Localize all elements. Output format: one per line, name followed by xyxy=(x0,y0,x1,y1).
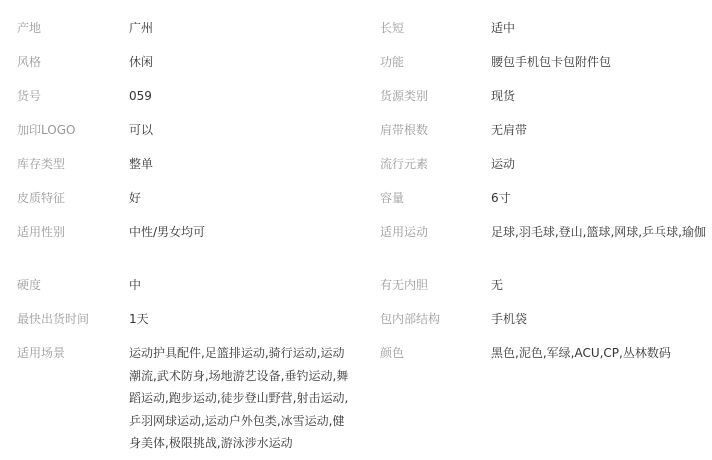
spec-value-logo-print: 可以 xyxy=(129,123,154,137)
spec-value-strap-count: 无肩带 xyxy=(491,123,528,137)
spec-label-length: 长短 xyxy=(380,21,405,35)
spec-value-trend-element: 运动 xyxy=(491,157,516,171)
spec-value-leather: 好 xyxy=(129,191,142,205)
spec-label-supply-type: 货源类别 xyxy=(380,89,429,103)
spec-value-sports: 足球,羽毛球,登山,篮球,网球,乒乓球,瑜伽 xyxy=(491,225,706,239)
spec-label-sports: 适用运动 xyxy=(380,225,429,239)
spec-label-inner-structure: 包内部结构 xyxy=(380,312,441,326)
spec-label-capacity: 容量 xyxy=(380,191,405,205)
spec-value-scenario: 运动护具配件,足篮排运动,骑行运动,运动潮流,武术防身,场地游艺设备,垂钓运动,舞蹈运动,跑步运动,徒步登山野营,射击运动,乒羽网球运动,运动户外包类,冰雪运动,健身美体,极限挑战,游泳涉水运动 xyxy=(129,346,349,450)
spec-label-origin: 产地 xyxy=(17,21,42,35)
spec-value-stock-type: 整单 xyxy=(129,157,154,171)
spec-value-length: 适中 xyxy=(491,21,516,35)
spec-label-strap-count: 肩带根数 xyxy=(380,123,429,137)
spec-label-style: 风格 xyxy=(17,55,42,69)
spec-value-hardness: 中 xyxy=(129,278,142,292)
spec-value-inner-structure: 手机袋 xyxy=(491,312,528,326)
spec-label-scenario: 适用场景 xyxy=(17,346,66,360)
spec-label-color: 颜色 xyxy=(380,346,405,360)
spec-label-item-number: 货号 xyxy=(17,89,42,103)
spec-label-logo-print: 加印LOGO xyxy=(17,123,76,137)
spec-label-lining: 有无内胆 xyxy=(380,278,429,292)
spec-label-hardness: 硬度 xyxy=(17,278,42,292)
spec-value-gender: 中性/男女均可 xyxy=(129,225,206,239)
spec-value-color: 黑色,泥色,军绿,ACU,CP,丛林数码 xyxy=(491,346,671,360)
spec-label-leather: 皮质特征 xyxy=(17,191,66,205)
spec-label-trend-element: 流行元素 xyxy=(380,157,429,171)
spec-value-item-number: 059 xyxy=(129,89,152,103)
spec-value-supply-type: 现货 xyxy=(491,89,516,103)
spec-value-style: 休闲 xyxy=(129,55,154,69)
spec-value-lining: 无 xyxy=(491,278,504,292)
spec-value-capacity: 6寸 xyxy=(491,191,511,205)
spec-value-origin: 广州 xyxy=(129,21,154,35)
spec-label-ship-time: 最快出货时间 xyxy=(17,312,90,326)
spec-value-function: 腰包手机包卡包附件包 xyxy=(491,55,612,69)
spec-label-stock-type: 库存类型 xyxy=(17,157,66,171)
spec-label-gender: 适用性别 xyxy=(17,225,66,239)
spec-label-function: 功能 xyxy=(380,55,405,69)
spec-value-ship-time: 1天 xyxy=(129,312,149,326)
